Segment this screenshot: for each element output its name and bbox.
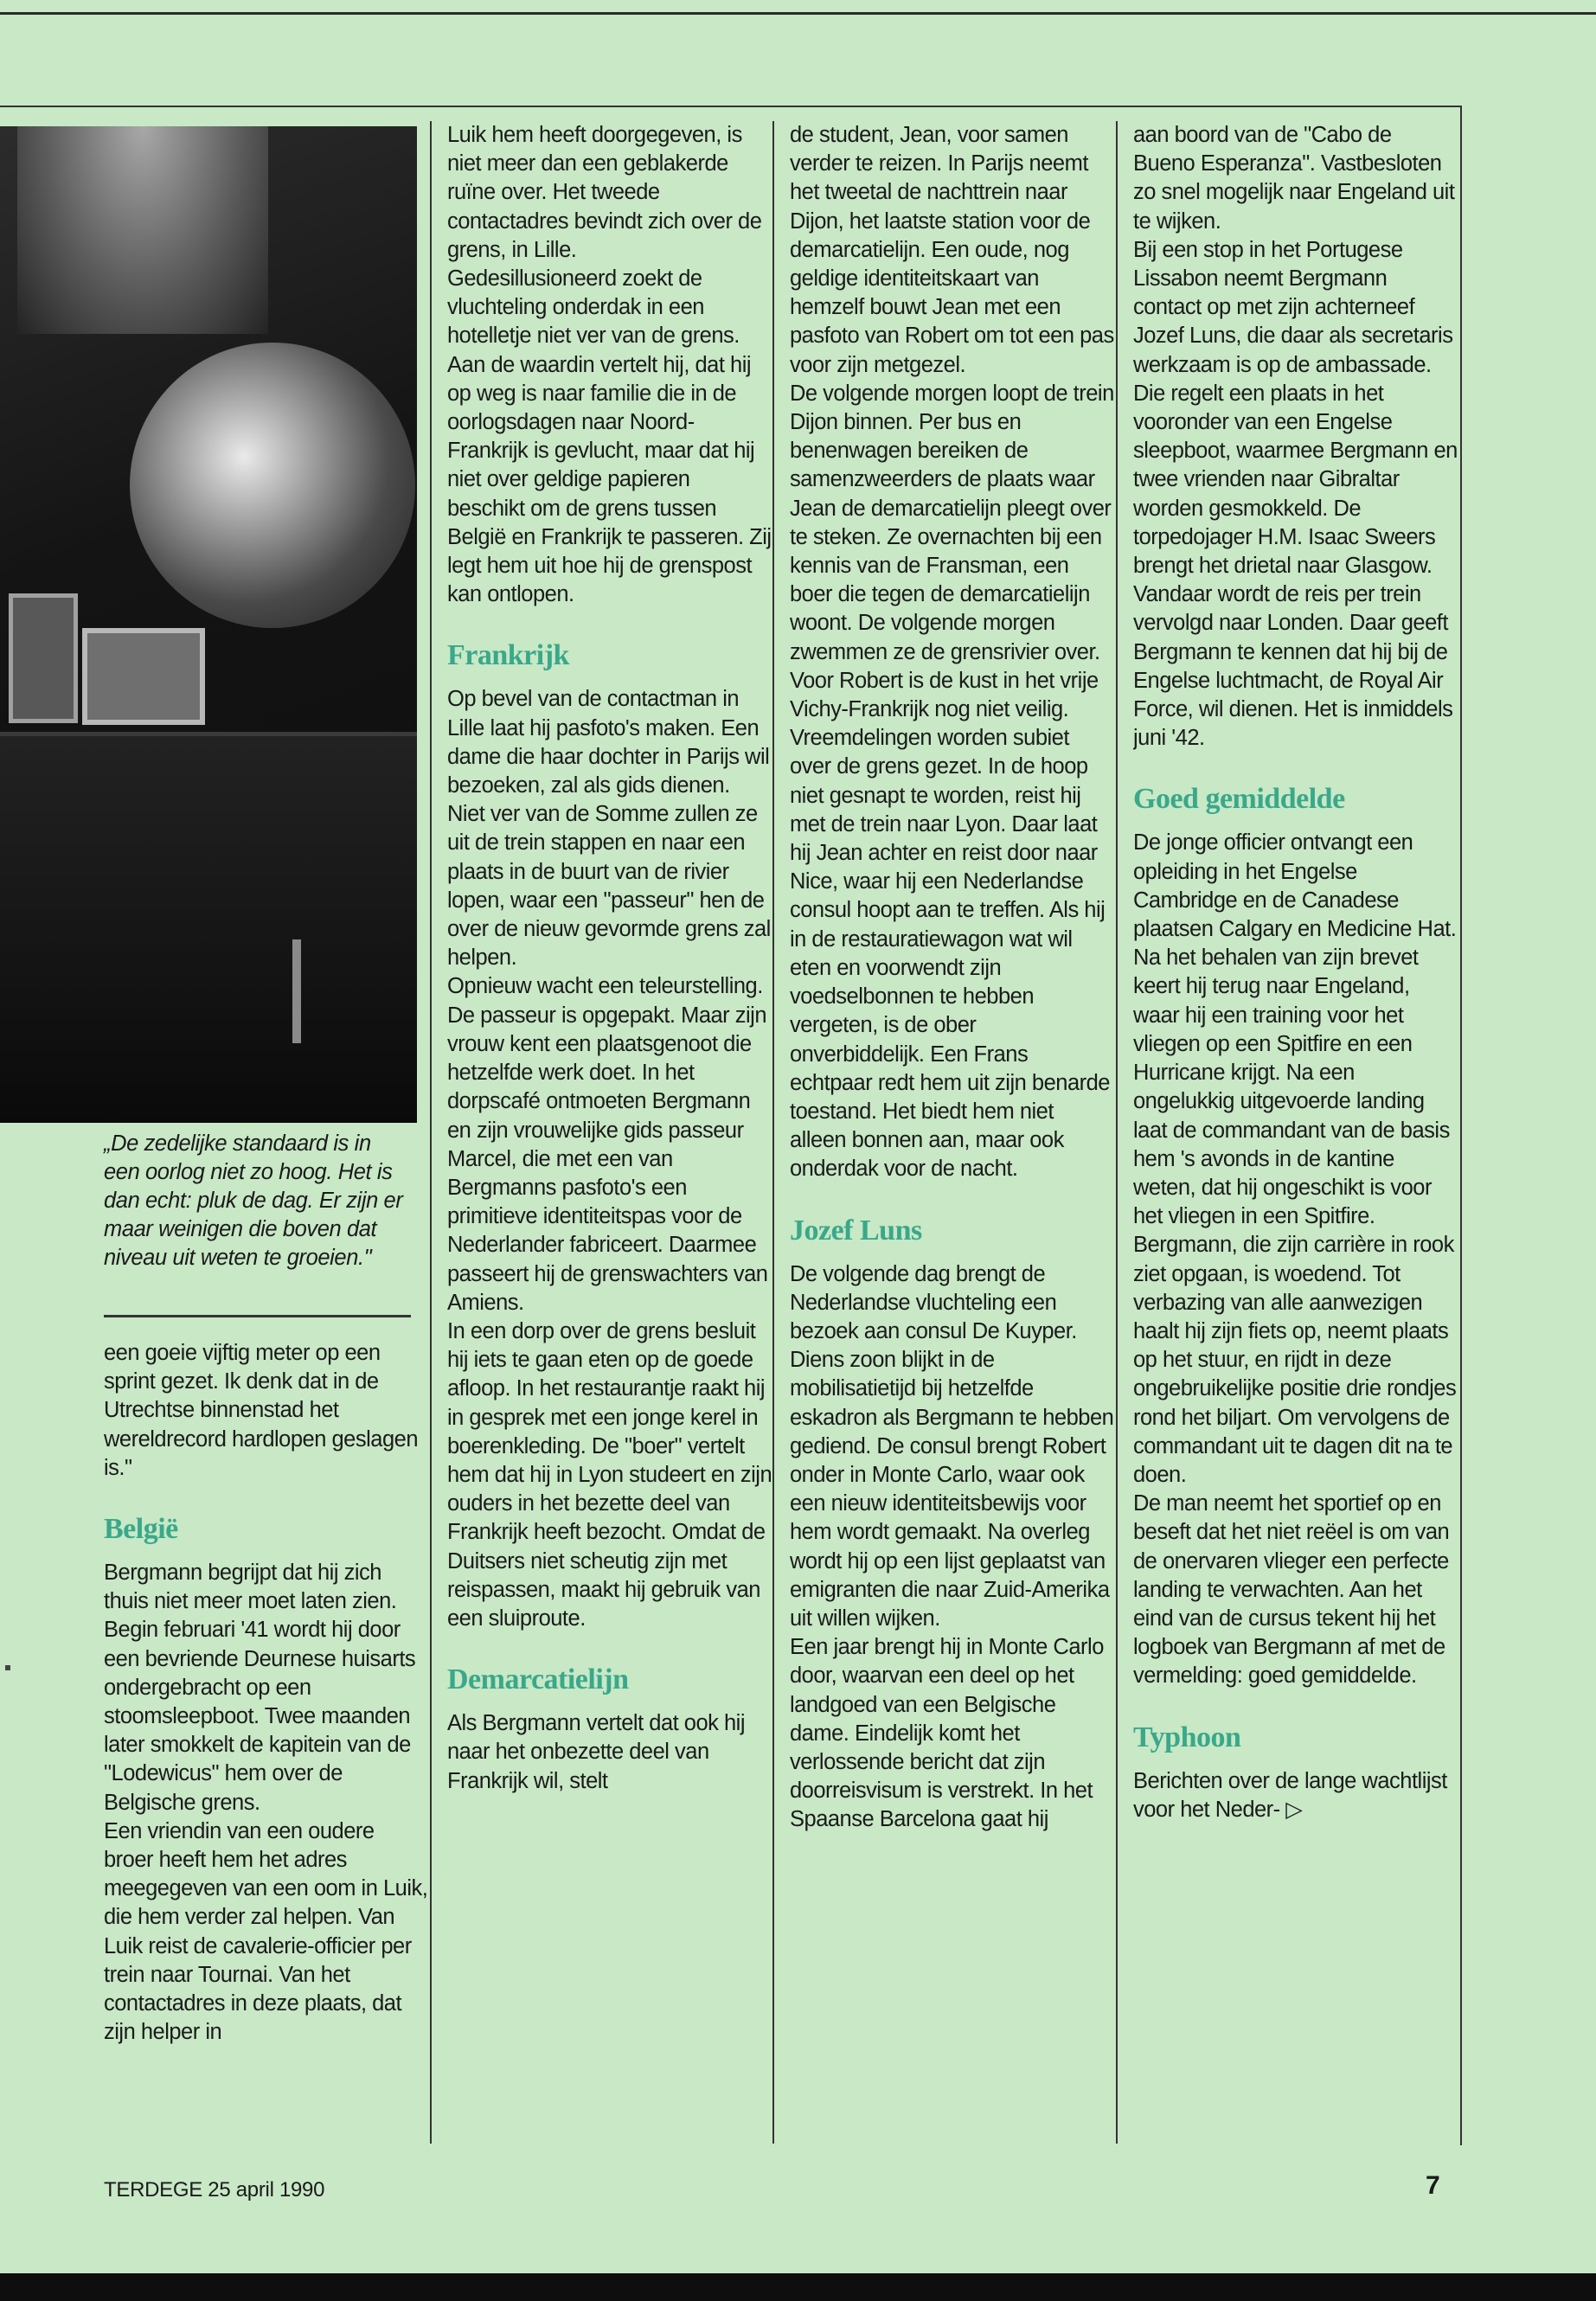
page-number: 7 — [1426, 2171, 1440, 2200]
photo-caption: „De zedelijke standaard is in een oorlog niet zo hoog. Het is dan echt: pluk de dag. Er zijn er maar weinigen die boven dat niveau uit weten te groeien." — [104, 1131, 403, 1270]
paragraph: de student, Jean, voor samen verder te reizen. In Parijs neemt het tweetal de nachttrein naar Dijon, het laatste station voor de demarcatielijn. Een oude, nog geldige identiteitskaart van hemzelf bouwt Jean met een pasfoto van Robert om tot een pas voor zijn metgezel. — [790, 123, 1114, 377]
paragraph: Een jaar brengt hij in Monte Carlo door, waarvan een deel op het landgoed van een Belgische dame. Eindelijk komt het verlossende bericht dat zijn doorreisvisum is verstrekt. In het Spaanse Barcelona gaat hij — [790, 1635, 1104, 1832]
caption-rule — [104, 1315, 411, 1317]
paragraph: Bij een stop in het Portugese Lissabon neemt Bergmann contact op met zijn achterneef Jozef Luns, die daar als secretaris werkzaam is op de ambassade. Die regelt een plaats in het vooronder van een Engelse sleepboot, waarmee Bergmann en twee vrienden naar Gibraltar worden gesmokkeld. De torpedojager H.M. Isaac Sweers brengt het drietal naar Glasgow. Vandaar wordt de reis per trein vervolgd naar Londen. Daar geeft Bergmann te kennen dat hij bij de Engelse luchtmacht, de Royal Air Force, wil dienen. Het is inmiddels juni '42. — [1133, 237, 1458, 751]
paragraph: Bergmann, die zijn carrière in rook ziet opgaan, is woedend. Tot verbazing van alle aanwezigen haalt hij zijn fiets op, neemt plaats op het stuur, en rijdt in deze ongebruikelijke positie drie rondjes rond het biljart. Om vervolgens de commandant uit te dagen dit na te doen. — [1133, 1233, 1457, 1487]
scan-mark — [5, 1665, 10, 1670]
section-heading: Typhoon — [1133, 1721, 1241, 1753]
paragraph: Opnieuw wacht een teleurstelling. De passeur is opgepakt. Maar zijn vrouw kent een plaatsgenoot die hetzelfde werk doet. In het dorpscafé ontmoeten Bergmann en zijn vrouwelijke gids passeur Marcel, die met een van Bergmanns pasfoto's een primitieve identiteitspas voor de Nederlander fabriceert. Daarmee passeert hij de grenswachters van Amiens. — [447, 974, 768, 1315]
paragraph: Een vriendin van een oudere broer heeft hem het adres meegegeven van een oom in Luik, die hem verder zal helpen. Van Luik reist de cavalerie-officier per trein naar Tournai. Van het contactadres in deze plaats, dat zijn helper in — [104, 1818, 428, 2045]
section-heading: Demarcatielijn — [447, 1663, 629, 1696]
paragraph: een goeie vijftig meter op een sprint gezet. Ik denk dat in de Utrechtse binnenstad het wereldrecord hardlopen geslagen is." — [104, 1341, 419, 1480]
text-column-1 — [104, 1339, 429, 2135]
column-rule — [1116, 121, 1118, 2144]
paragraph: Berichten over de lange wachtlijst voor het Neder- ▷ — [1133, 1768, 1447, 1822]
paragraph: De man neemt het sportief op en beseft dat het niet reëel is om van de onervaren vlieger een perfecte landing te verwachten. Aan het eind van de cursus tekent hij het logboek van Bergmann af met de vermelding: goed gemiddelde. — [1133, 1491, 1450, 1689]
photo-frame-shape — [9, 593, 78, 723]
text-column-3 — [790, 121, 1115, 2128]
paragraph: De jonge officier ontvangt een opleiding in het Engelse Cambridge en de Canadese plaatsen Calgary en Medicine Hat. Na het behalen van zijn brevet keert hij terug naar Engeland, waar hij een training voor het vliegen op een Spitfire en een Hurricane krijgt. Na een ongelukkig uitgevoerde landing laat de commandant van de basis hem 's avonds in de kantine weten, dat hij ongeschikt is voor het vliegen in een Spitfire. — [1133, 830, 1457, 1229]
paragraph: Op bevel van de contactman in Lille laat hij pasfoto's maken. Een dame die haar dochter in Parijs wil bezoeken, zal als gids dienen. Niet ver van de Somme zullen ze uit de trein stappen en naar een plaats in de buurt van de rivier lopen, waar een "passeur" hen de over de nieuw gevormde grens zal helpen. — [447, 687, 771, 971]
text-column-2 — [447, 121, 772, 2128]
flower-bouquet-shape — [130, 343, 415, 628]
publication-footer: TERDEGE 25 april 1990 — [104, 2178, 325, 2202]
paragraph: Luik hem heeft doorgegeven, is niet meer dan een geblakerde ruïne over. Het tweede contactadres bevindt zich over de grens, in Lille. — [447, 123, 762, 262]
text-column-4 — [1133, 121, 1458, 2128]
section-heading: België — [104, 1513, 178, 1546]
tassel-shape — [292, 939, 301, 1043]
section-heading: Goed gemiddelde — [1133, 783, 1345, 816]
paragraph: De volgende dag brengt de Nederlandse vluchteling een bezoek aan consul De Kuyper. Diens zoon blijkt in de mobilisatietijd bij hetzelfde eskadron als Bergmann te hebben gediend. De consul brengt Robert onder in Monte Carlo, waar ook een nieuw identiteitsbewijs voor hem wordt gemaakt. Na overleg wordt hij op een lijst geplaatst van emigranten die naar Zuid-Amerika uit willen wijken. — [790, 1261, 1114, 1631]
top-rule — [0, 12, 1596, 15]
article-photo — [0, 126, 417, 1123]
section-heading: Jozef Luns — [790, 1214, 922, 1247]
column-rule — [430, 121, 432, 2144]
photo-frame-shape — [82, 628, 205, 725]
section-heading: Frankrijk — [447, 639, 569, 672]
paragraph: De volgende morgen loopt de trein Dijon binnen. Per bus en benenwagen bereiken de samenzweerders de plaats waar Jean de demarcatielijn pleegt over te steken. Ze overnachten bij een kennis van de Fransman, een boer die tegen de demarcatielijn woont. De volgende morgen zwemmen ze de grensrivier over. Voor Robert is de kust in het vrije Vichy-Frankrijk nog niet veilig. Vreemdelingen worden subiet over de grens gezet. In de hoop niet gesnapt te worden, reist hij met de trein naar Lyon. Daar laat hij Jean achter en reist door naar Nice, waar hij een Nederlandse consul hoopt aan te treffen. Als hij in de restauratiewagon wat wil eten en voorwendt zijn voedselbonnen te hebben vergeten, is de ober onverbiddelijk. Een Frans echtpaar redt hem uit zijn benarde toestand. Het biedt hem niet alleen bonnen aan, maar ook onderdak voor de nacht. — [790, 381, 1114, 1182]
paragraph: Als Bergmann vertelt dat ook hij naar het onbezette deel van Frankrijk wil, stelt — [447, 1711, 746, 1793]
table-shape — [0, 732, 417, 1123]
paragraph: Gedesillusioneerd zoekt de vluchteling onderdak in een hotelletje niet ver van de grens. Aan de waardin vertelt hij, dat hij op weg is naar familie die in de oorlogsdagen naar Noord-Frankrijk is gevlucht, maar dat hij niet over geldige papieren beschikt om de grens tussen België en Frankrijk te passeren. Zij legt hem uit hoe hij de grenspost kan ontlopen. — [447, 266, 772, 607]
paragraph: In een dorp over de grens besluit hij iets te gaan eten op de goede afloop. In het restaurantje raakt hij in gesprek met een jonge kerel in boerenkleding. De "boer" vertelt hem dat hij in Lyon studeert en zijn ouders in het bezette deel van Frankrijk heeft bezocht. Omdat de Duitsers niet scheutig zijn met reispassen, maakt hij gebruik van een sluiproute. — [447, 1318, 772, 1631]
bottom-bar — [0, 2273, 1596, 2301]
paragraph: Bergmann begrijpt dat hij zich thuis niet meer moet laten zien. Begin februari '41 wordt hij door een bevriende Deurnese huisarts ondergebracht op een stoomsleepboot. Twee maanden later smokkelt de kapitein van de "Lodewicus" hem over de Belgische grens. — [104, 1561, 416, 1815]
lamp-shape — [17, 126, 268, 334]
paragraph: aan boord van de "Cabo de Bueno Esperanza". Vastbesloten zo snel mogelijk naar Engeland uit te wijken. — [1133, 123, 1455, 234]
column-rule — [772, 121, 774, 2144]
